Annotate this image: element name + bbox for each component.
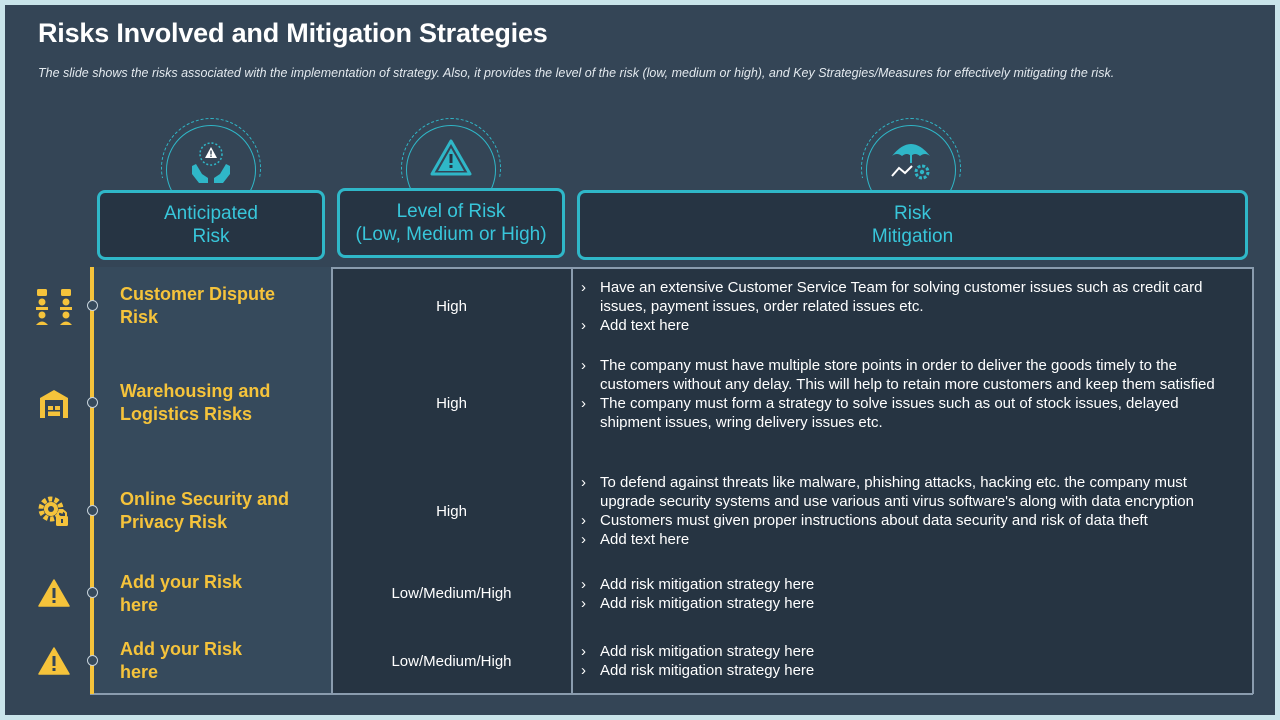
mitigation-item: › Customers must given proper instructions about data security and risk of data theft bbox=[581, 511, 1243, 530]
mitigation-item: › To defend against threats like malware, phishing attacks, hacking etc. the company must upgrade security systems and use various anti virus software's along with data encryption bbox=[581, 473, 1243, 511]
risk-name-line: Risk bbox=[120, 307, 159, 327]
warning-icon bbox=[38, 646, 70, 676]
risk-level: Low/Medium/High bbox=[391, 585, 512, 602]
risk-name-line: Online Security and bbox=[120, 489, 290, 509]
timeline-line bbox=[90, 267, 94, 694]
mitigation-item: › Add text here bbox=[581, 316, 1243, 335]
column-header-level bbox=[337, 188, 565, 258]
column-header-mitigation bbox=[577, 190, 1248, 260]
risk-name-line: here bbox=[120, 595, 159, 615]
risk-name bbox=[120, 283, 320, 329]
mitigation-item: › Add risk mitigation strategy here bbox=[581, 661, 1243, 680]
risk-level: High bbox=[436, 298, 467, 315]
column-header-risk bbox=[97, 190, 325, 260]
warehouse-icon bbox=[38, 388, 70, 420]
mitigation-item: › The company must form a strategy to solve issues such as out of stock issues, delayed shipment issues, wring delivery issues etc. bbox=[581, 394, 1243, 432]
risk-level: High bbox=[436, 503, 467, 520]
warning-icon bbox=[38, 578, 70, 608]
mitigation-item: › Add risk mitigation strategy here bbox=[581, 642, 1243, 661]
risk-name bbox=[120, 488, 320, 534]
mitigation-list bbox=[581, 473, 1243, 549]
page-title: Risks Involved and Mitigation Strategies bbox=[38, 18, 548, 48]
mitigation-item: › Add risk mitigation strategy here bbox=[581, 575, 1243, 594]
table-right-border bbox=[1252, 267, 1254, 694]
risk-name-line: here bbox=[120, 662, 159, 682]
timeline-dot bbox=[87, 397, 98, 408]
column-header-risk-line2: Risk bbox=[192, 226, 230, 247]
column-header-level-line1: Level of Risk bbox=[396, 201, 506, 222]
risk-name bbox=[120, 638, 320, 684]
dispute-people-icon bbox=[33, 286, 75, 326]
timeline-dot bbox=[87, 587, 98, 598]
gear-lock-icon bbox=[36, 494, 72, 528]
mitigation-item: › Add risk mitigation strategy here bbox=[581, 594, 1243, 613]
mitigation-item: › The company must have multiple store points in order to deliver the goods timely to the customers without any delay. This will help to retain more customers and keep them satisfied bbox=[581, 356, 1243, 394]
table-top-border bbox=[331, 267, 1253, 269]
risk-name-line: Logistics Risks bbox=[120, 404, 253, 424]
risk-name bbox=[120, 571, 320, 617]
timeline-dot bbox=[87, 505, 98, 516]
hands-warning-icon bbox=[188, 140, 234, 184]
column-header-risk-line1: Anticipated bbox=[163, 203, 258, 224]
mitigation-item: › Add text here bbox=[581, 530, 1243, 549]
warning-triangle-icon bbox=[429, 138, 473, 178]
page-subtitle: The slide shows the risks associated with the implementation of strategy. Also, it provides the level of the risk (low, medium or high), and Key Strategies/Measures for effectively mitigating the risk. bbox=[38, 66, 1115, 80]
column-header-level-line2: (Low, Medium or High) bbox=[355, 224, 547, 245]
column-header-mitigation-line2: Mitigation bbox=[871, 226, 954, 247]
timeline-dot bbox=[87, 655, 98, 666]
mitigation-list bbox=[581, 575, 1243, 613]
mitigation-list bbox=[581, 642, 1243, 680]
risk-name-line: Privacy Risk bbox=[120, 512, 228, 532]
table-divider-1 bbox=[331, 267, 333, 694]
mitigation-item: › Have an extensive Customer Service Team for solving customer issues such as credit card issues, payment issues, order related issues etc. bbox=[581, 278, 1243, 316]
risk-level: High bbox=[436, 395, 467, 412]
column-header-mitigation-line1: Risk bbox=[894, 203, 931, 224]
risk-level: Low/Medium/High bbox=[391, 653, 512, 670]
mitigation-list bbox=[581, 278, 1243, 335]
risk-name-line: Add your Risk bbox=[120, 572, 243, 592]
umbrella-chart-icon bbox=[888, 138, 934, 184]
mitigation-list bbox=[581, 356, 1243, 432]
table-bottom-border bbox=[90, 693, 1253, 695]
risk-column-background bbox=[90, 267, 331, 694]
table-divider-2 bbox=[571, 267, 573, 694]
risk-name-line: Add your Risk bbox=[120, 639, 243, 659]
risk-name bbox=[120, 380, 320, 426]
risk-name-line: Warehousing and bbox=[120, 381, 271, 401]
timeline-dot bbox=[87, 300, 98, 311]
risk-name-line: Customer Dispute bbox=[120, 284, 276, 304]
